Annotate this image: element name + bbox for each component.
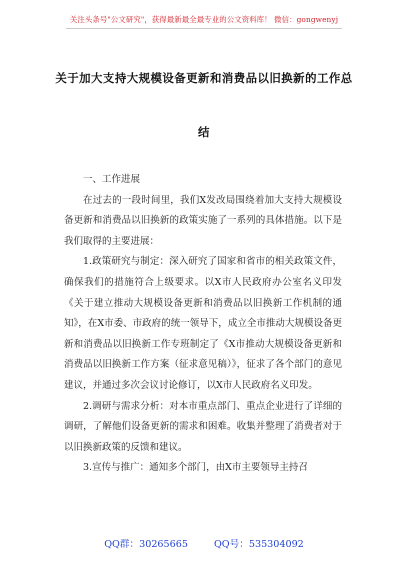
document-title-line-2: 结 xyxy=(198,125,210,139)
header-notice: 关注头条号"公文研究"，获得最新最全最专业的公文资料库！ 微信：gongwenyj xyxy=(69,15,339,24)
footer-contact xyxy=(0,536,408,550)
footer-qq-number: QQ号：535304092 xyxy=(213,539,304,550)
header-divider xyxy=(66,28,342,29)
paragraph-intro: 在过去的一段时间里，我们X发改局围绕着加大支持大规模设备更新和消费品以旧换新的政策实施了一系列的具体措施。以下是我们取得的主要进展： xyxy=(64,194,342,247)
paragraph-policy-research: 1.政策研究与制定：深入研究了国家和省市的相关政策文件，确保我们的措施符合上级要求。以X市人民政府办公室名义印发《关于建立推动大规模设备更新和消费品以旧换新工作机制的通知》，在X市委、市政府的统一领导下，成立全市推动大规模设备更新和消费品以旧换新工作专班制定了《X市推动大规模设备更新和消费品以旧换新工作方案（征求意见稿）》，征求了各个部门的意见建议，并通过多次会议讨论修订，以X市人民政府名义印发。 xyxy=(64,256,342,391)
document-title-line-1: 关于加大支持大规模设备更新和消费品以旧换新的工作总 xyxy=(55,71,353,85)
paragraph-survey-analysis: 2.调研与需求分析：对本市重点部门、重点企业进行了详细的调研，了解他们设备更新的需求和困难。收集并整理了消费者对于以旧换新政策的反馈和建议。 xyxy=(64,400,342,453)
footer-qq-group: QQ群：30265665 xyxy=(104,539,188,550)
paragraph-promotion: 3.宣传与推广：通知多个部门，由X市主要领导主持召 xyxy=(83,462,308,474)
document-body xyxy=(64,170,342,479)
section-heading: 一、工作进展 xyxy=(83,174,141,185)
